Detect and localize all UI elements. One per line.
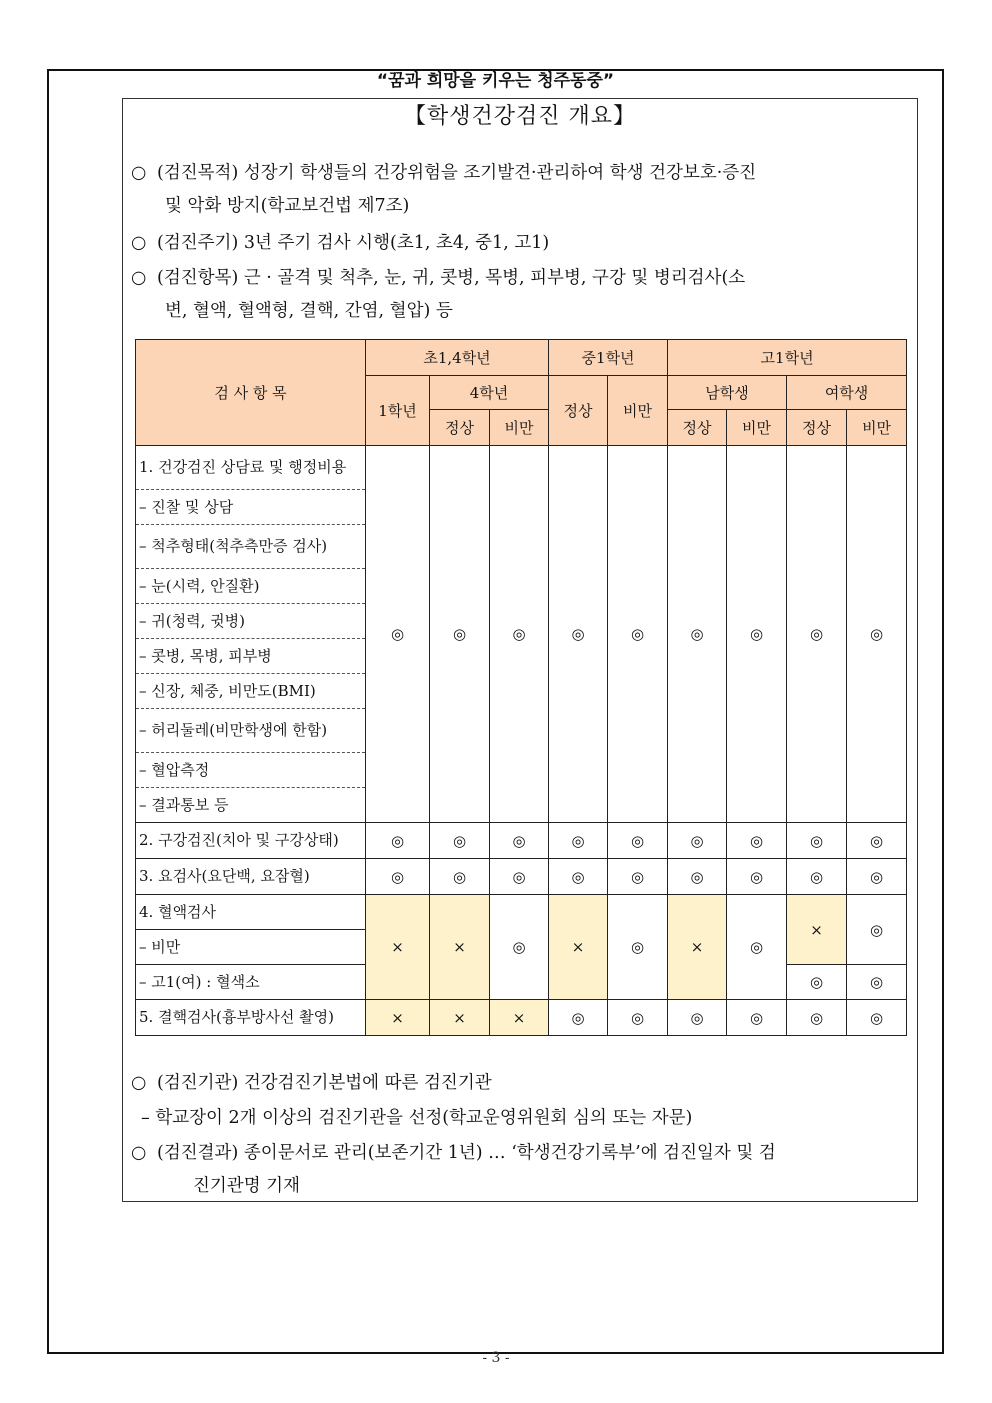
- purpose-text-1: (검진목적) 성장기 학생들의 건강위험을 조기발견·관리하여 학생 건강보호·증진: [157, 163, 757, 183]
- mark-cell: ◎: [668, 1000, 727, 1036]
- cycle-paragraph: [131, 227, 911, 260]
- mark-cell: ◎: [847, 965, 907, 1000]
- mark-cell: ◎: [549, 823, 608, 859]
- table-row-label: – 눈(시력, 안질환): [136, 569, 366, 604]
- sub-header: 여학생: [787, 376, 907, 410]
- exam-items-table: [135, 339, 907, 1036]
- table-row-label: 2. 구강검진(치아 및 구강상태): [136, 823, 366, 859]
- mark-cell: ◎: [549, 859, 608, 895]
- table-row-label: – 진찰 및 상담: [136, 490, 366, 525]
- mark-cell: ×: [668, 895, 727, 1000]
- mark-cell: ◎: [727, 1000, 787, 1036]
- bullet-icon: ○: [131, 1073, 147, 1093]
- mark-cell: ◎: [847, 859, 907, 895]
- mark-cell: ◎: [608, 859, 668, 895]
- mark-cell: ◎: [668, 446, 727, 823]
- mark-cell: ◎: [608, 446, 668, 823]
- mark-cell: ◎: [430, 446, 490, 823]
- bullet-icon: ○: [131, 233, 147, 253]
- agency-sub-paragraph: – 학교장이 2개 이상의 검진기관을 선정(학교운영위원회 심의 또는 자문): [141, 1108, 693, 1128]
- mark-cell: ◎: [787, 823, 847, 859]
- table-row-label: – 비만: [136, 930, 366, 965]
- leaf-header: 정상: [787, 410, 847, 446]
- mark-cell: ◎: [727, 895, 787, 1000]
- leaf-header: 비만: [847, 410, 907, 446]
- table-row-label: – 콧병, 목병, 피부병: [136, 639, 366, 674]
- mark-cell: ◎: [787, 859, 847, 895]
- mark-cell: ◎: [490, 895, 549, 1000]
- sub-header: 비만: [608, 376, 668, 446]
- mark-cell: ◎: [847, 1000, 907, 1036]
- mark-cell: ◎: [787, 1000, 847, 1036]
- table-row-label: 3. 요검사(요단백, 요잠혈): [136, 859, 366, 895]
- school-slogan: “꿈과 희망을 키우는 청주동중”: [376, 71, 615, 91]
- items-text-2: 변, 혈액, 혈액형, 결핵, 간염, 혈압) 등: [165, 301, 453, 321]
- result-text-1: (검진결과) 종이문서로 관리(보존기간 1년) … ‘학생건강기록부’에 검진일자 및 검: [157, 1143, 776, 1163]
- sub-header: 정상: [549, 376, 608, 446]
- overview-box: [122, 98, 918, 1202]
- mark-cell: ×: [787, 895, 847, 965]
- mark-cell: ◎: [847, 895, 907, 965]
- table-row-label: – 혈압측정: [136, 753, 366, 788]
- mark-cell: ×: [366, 895, 430, 1000]
- mark-cell: ×: [490, 1000, 549, 1036]
- bullet-icon: ○: [131, 1143, 147, 1163]
- leaf-header: 정상: [430, 410, 490, 446]
- mark-cell: ◎: [490, 859, 549, 895]
- mark-cell: ◎: [847, 823, 907, 859]
- table-row-label: – 신장, 체중, 비만도(BMI): [136, 674, 366, 709]
- mark-cell: ×: [430, 895, 490, 1000]
- mark-cell: ◎: [668, 859, 727, 895]
- table-row-label: 4. 혈액검사: [136, 895, 366, 930]
- purpose-text-2: 및 악화 방지(학교보건법 제7조): [165, 196, 410, 216]
- table-row-label: – 척추형태(척추측만증 검사): [136, 525, 366, 569]
- table-row-label: – 결과통보 등: [136, 788, 366, 823]
- items-paragraph: [131, 262, 911, 328]
- result-text-2: 진기관명 기재: [193, 1176, 300, 1196]
- item-header: 검 사 항 목: [136, 340, 366, 446]
- mark-cell: ◎: [847, 446, 907, 823]
- mark-cell: ◎: [490, 823, 549, 859]
- sub-header: 4학년: [430, 376, 549, 410]
- page-number: - 3 -: [482, 1350, 510, 1366]
- mark-cell: ◎: [549, 446, 608, 823]
- mark-cell: ◎: [366, 823, 430, 859]
- page-title: 【학생건강검진 개요】: [403, 104, 636, 129]
- group-header: 고1학년: [668, 340, 907, 376]
- bullet-icon: ○: [131, 163, 147, 183]
- mark-cell: ◎: [787, 446, 847, 823]
- agency-text: (검진기관) 건강검진기본법에 따른 검진기관: [157, 1073, 492, 1093]
- cycle-text: (검진주기) 3년 주기 검사 시행(초1, 초4, 중1, 고1): [157, 233, 550, 253]
- leaf-header: 정상: [668, 410, 727, 446]
- leaf-header: 비만: [727, 410, 787, 446]
- mark-cell: ×: [430, 1000, 490, 1036]
- mark-cell: ◎: [727, 859, 787, 895]
- table-row-label: – 허리둘레(비만학생에 한함): [136, 709, 366, 753]
- purpose-paragraph: [131, 157, 911, 223]
- mark-cell: ◎: [490, 446, 549, 823]
- table-row-label: – 고1(여) : 혈색소: [136, 965, 366, 1000]
- mark-cell: ◎: [727, 823, 787, 859]
- mark-cell: ◎: [366, 446, 430, 823]
- mark-cell: ◎: [608, 895, 668, 1000]
- mark-cell: ◎: [608, 823, 668, 859]
- sub-header: 남학생: [668, 376, 787, 410]
- table-row-label: 5. 결핵검사(흉부방사선 촬영): [136, 1000, 366, 1036]
- mark-cell: ×: [366, 1000, 430, 1036]
- sub-header: 1학년: [366, 376, 430, 446]
- mark-cell: ◎: [727, 446, 787, 823]
- leaf-header: 비만: [490, 410, 549, 446]
- mark-cell: ◎: [608, 1000, 668, 1036]
- result-paragraph: [131, 1137, 911, 1203]
- mark-cell: ×: [549, 895, 608, 1000]
- mark-cell: ◎: [668, 823, 727, 859]
- mark-cell: ◎: [430, 823, 490, 859]
- agency-paragraph: [131, 1067, 911, 1100]
- mark-cell: ◎: [430, 859, 490, 895]
- items-text-1: (검진항목) 근 · 골격 및 척추, 눈, 귀, 콧병, 목병, 피부병, 구강 및 병리검사(소: [157, 268, 746, 288]
- bullet-icon: ○: [131, 268, 147, 288]
- mark-cell: ◎: [787, 965, 847, 1000]
- mark-cell: ◎: [549, 1000, 608, 1036]
- table-row-label: 1. 건강검진 상담료 및 행정비용: [136, 446, 366, 490]
- group-header: 초1,4학년: [366, 340, 549, 376]
- group-header: 중1학년: [549, 340, 668, 376]
- table-row-label: – 귀(청력, 귓병): [136, 604, 366, 639]
- mark-cell: ◎: [366, 859, 430, 895]
